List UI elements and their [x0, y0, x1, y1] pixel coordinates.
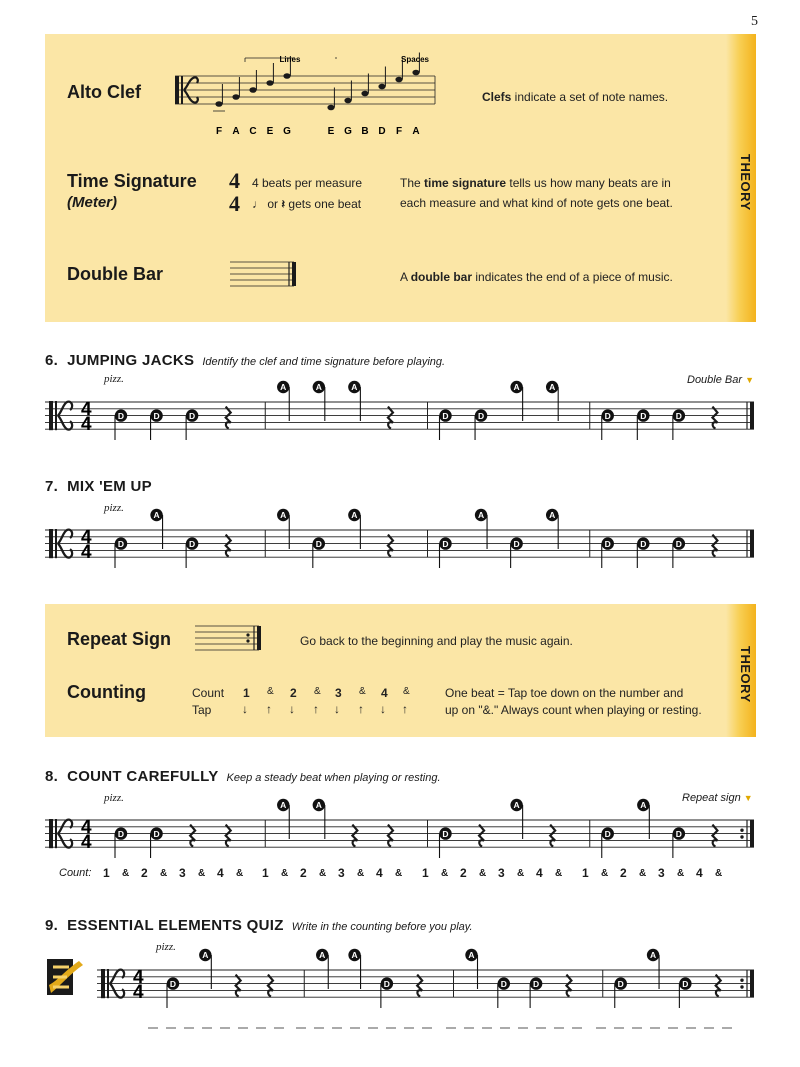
count-token: 2	[290, 686, 297, 700]
count-token: 2	[300, 866, 307, 880]
svg-text:D: D	[442, 538, 449, 549]
note-gets-one-beat-text: ♩ or 𝄽 gets one beat	[252, 197, 362, 211]
svg-text:D: D	[189, 538, 196, 549]
double-bar-heading: Double Bar	[67, 264, 164, 284]
note-a	[310, 799, 328, 839]
count-token: 4	[536, 866, 543, 880]
space-note-letter: G	[344, 126, 352, 137]
note-d	[615, 977, 627, 1008]
quarter-rest	[716, 975, 721, 997]
essential-elements-logo	[45, 955, 87, 999]
time-signature-description-line2: each measure and what kind of note gets one beat.	[400, 196, 673, 210]
staff-note	[327, 105, 334, 111]
note-a	[472, 509, 490, 549]
staff-note	[395, 77, 402, 83]
note-a	[644, 949, 662, 989]
count-token: 1	[582, 866, 589, 880]
svg-text:D: D	[477, 410, 485, 421]
svg-text:A: A	[513, 800, 520, 811]
quarter-note-icon: ♩	[252, 197, 264, 211]
arrow-down-icon: ▼	[745, 375, 755, 385]
space-note-letter: F	[395, 126, 403, 137]
svg-text:D: D	[169, 978, 177, 989]
quarter-rest	[388, 407, 393, 429]
count-token: 2	[141, 866, 148, 880]
count-token: 2	[460, 866, 467, 880]
note-d	[673, 537, 685, 568]
svg-text:A: A	[477, 510, 485, 521]
time-signature-top: 4	[81, 527, 92, 548]
tap-row-label: Tap	[192, 703, 212, 717]
svg-text:D: D	[640, 410, 647, 421]
tap-down-arrow-icon: ↓	[289, 702, 295, 716]
note-a	[345, 381, 363, 421]
exercise-7-staff	[45, 500, 760, 568]
count-token: 2	[620, 866, 627, 880]
count-token: 4	[217, 866, 224, 880]
double-bar-illustration	[230, 260, 300, 290]
note-d	[186, 409, 198, 440]
exercise-8-staff	[45, 790, 760, 858]
svg-text:D: D	[675, 538, 682, 549]
space-note-letter: A	[412, 126, 420, 137]
theory-box-clef-time-doublebar	[45, 34, 756, 322]
svg-text:D: D	[604, 410, 611, 421]
exercise-6-title: 6. JUMPING JACKS Identify the clef and time signature before playing.	[45, 352, 446, 369]
quarter-rest	[712, 407, 717, 429]
count-token: &	[403, 686, 410, 697]
time-signature-top: 4	[133, 967, 144, 988]
note-a	[148, 509, 166, 549]
count-token: &	[715, 868, 723, 879]
note-d	[530, 977, 542, 1008]
lines-label: Lines	[279, 55, 301, 64]
count-token: 1	[422, 866, 429, 880]
note-a	[313, 949, 331, 989]
beats-per-measure-text: 4 beats per measure	[252, 176, 363, 190]
svg-text:A: A	[549, 510, 556, 521]
count-token: &	[395, 868, 403, 879]
note-a	[196, 949, 214, 989]
note-d	[115, 409, 127, 440]
quarter-rest	[190, 825, 195, 847]
time-signature-bottom: 4	[81, 542, 92, 564]
note-d	[673, 409, 685, 440]
count-token: 4	[696, 866, 703, 880]
time-signature-description-line1: The time signature tells us how many beats are in	[400, 176, 671, 190]
svg-text:D: D	[189, 410, 196, 421]
exercise-8-repeat-sign-annotation: Repeat sign ▼	[682, 792, 753, 804]
count-token: &	[555, 868, 563, 879]
arrow-down-icon: ▼	[743, 793, 753, 803]
quarter-rest	[388, 535, 393, 557]
note-d	[150, 827, 162, 858]
count-token: 3	[658, 866, 665, 880]
staff-note	[232, 94, 239, 100]
quarter-rest	[226, 535, 231, 557]
exercise-6-double-bar-annotation: Double Bar ▼	[687, 374, 755, 386]
svg-text:A: A	[280, 510, 287, 521]
line-note-letter: C	[249, 126, 257, 137]
count-token: 3	[335, 686, 342, 700]
exercise-8-pizz: pizz.	[104, 792, 124, 804]
exercise-7-title: 7. MIX 'EM UP	[45, 478, 152, 495]
svg-text:D: D	[500, 978, 507, 989]
svg-text:A: A	[280, 382, 287, 393]
quarter-rest	[226, 825, 231, 847]
note-d	[115, 537, 127, 568]
alto-clef-description: Clefs indicate a set of note names.	[482, 90, 669, 104]
note-a	[508, 799, 526, 839]
quarter-rest	[712, 825, 717, 847]
staff-note	[283, 73, 290, 79]
count-token: 4	[376, 866, 383, 880]
svg-text:D: D	[153, 828, 160, 839]
svg-text:D: D	[604, 828, 611, 839]
note-d	[602, 827, 614, 858]
time-signature-heading: Time Signature	[67, 171, 197, 191]
count-token: 1	[243, 686, 250, 700]
count-token: &	[357, 868, 365, 879]
svg-text:A: A	[315, 800, 322, 811]
svg-text:D: D	[675, 410, 682, 421]
count-token: 3	[179, 866, 186, 880]
count-token: &	[122, 868, 130, 879]
note-d	[679, 977, 691, 1008]
count-token: 1	[103, 866, 110, 880]
staff-note	[361, 91, 368, 97]
svg-text:D: D	[533, 978, 540, 989]
count-token: &	[441, 868, 449, 879]
time-signature-bottom-number: 4	[229, 191, 240, 216]
count-token: &	[479, 868, 487, 879]
time-signature-bottom: 4	[133, 982, 144, 1004]
exercise-8-count-row	[59, 867, 91, 879]
exercise-6-staff	[45, 372, 760, 440]
note-d	[167, 977, 179, 1008]
svg-text:D: D	[617, 978, 624, 989]
count-token: &	[281, 868, 289, 879]
theory-tab	[726, 34, 756, 322]
count-token: 1	[262, 866, 269, 880]
svg-text:A: A	[649, 950, 657, 961]
count-token: &	[267, 686, 274, 697]
svg-text:A: A	[468, 950, 475, 961]
note-a	[274, 509, 292, 549]
repeat-sign-heading: Repeat Sign	[67, 629, 172, 649]
svg-text:D: D	[682, 978, 689, 989]
page-number: 5	[751, 14, 758, 29]
theory-box-repeat-counting	[45, 604, 756, 737]
alto-clef-heading: Alto Clef	[67, 82, 141, 102]
staff-note	[249, 87, 256, 93]
space-note-letter: E	[327, 126, 335, 137]
svg-text:D: D	[315, 538, 322, 549]
note-a	[310, 381, 328, 421]
svg-text:A: A	[549, 382, 556, 393]
svg-text:A: A	[315, 382, 322, 393]
note-a	[274, 799, 292, 839]
alto-clef-staff-illustration	[175, 46, 475, 146]
note-d	[439, 409, 451, 440]
exercise-9-staff	[97, 940, 760, 1008]
count-token: &	[314, 686, 321, 697]
note-a	[463, 949, 481, 989]
exercise-9-counting-blanks	[148, 1024, 748, 1032]
svg-text:D: D	[604, 538, 611, 549]
line-note-letter: F	[215, 126, 223, 137]
count-token: 4	[381, 686, 388, 700]
note-d	[150, 409, 162, 440]
note-d	[115, 827, 127, 858]
theory-tab-label: THEORY	[738, 154, 753, 211]
svg-text:A: A	[351, 382, 358, 393]
quarter-rest	[352, 825, 357, 847]
count-token: &	[359, 686, 366, 697]
quarter-rest	[417, 975, 422, 997]
note-a	[346, 949, 364, 989]
note-d	[602, 409, 614, 440]
line-note-letter: A	[232, 126, 240, 137]
count-token: &	[677, 868, 685, 879]
line-note-letter: G	[283, 126, 291, 137]
theory-tab-label: THEORY	[738, 646, 753, 703]
count-token: &	[601, 868, 609, 879]
staff-note	[344, 98, 351, 104]
note-d	[498, 977, 510, 1008]
exercise-9-title: 9. ESSENTIAL ELEMENTS QUIZ Write in the counting before you play.	[45, 917, 473, 934]
counting-heading: Counting	[67, 682, 146, 702]
counting-description-line1: One beat = Tap toe down on the number and	[445, 686, 684, 700]
svg-text:D: D	[640, 538, 647, 549]
svg-text:D: D	[117, 828, 125, 839]
note-a	[274, 381, 292, 421]
count-token: &	[198, 868, 206, 879]
time-signature-top: 4	[81, 399, 92, 420]
theory-tab	[726, 604, 756, 737]
count-token: &	[236, 868, 244, 879]
quarter-rest	[388, 825, 393, 847]
note-d	[510, 537, 522, 568]
svg-text:D: D	[442, 410, 449, 421]
svg-text:D: D	[513, 538, 520, 549]
quarter-rest	[550, 825, 555, 847]
svg-text:D: D	[383, 978, 390, 989]
exercise-9-pizz: pizz.	[156, 941, 176, 953]
svg-text:A: A	[280, 800, 287, 811]
svg-text:A: A	[319, 950, 326, 961]
note-d	[439, 827, 451, 858]
note-d	[475, 409, 487, 440]
svg-text:A: A	[153, 510, 160, 521]
quarter-rest	[479, 825, 484, 847]
note-d	[313, 537, 325, 568]
count-token: &	[160, 868, 168, 879]
svg-text:D: D	[442, 828, 449, 839]
note-d	[673, 827, 685, 858]
space-note-letter: D	[378, 126, 386, 137]
double-bar-description: A double bar indicates the end of a piece of music.	[400, 270, 673, 284]
note-d	[439, 537, 451, 568]
svg-text:D: D	[117, 538, 125, 549]
note-a	[345, 509, 363, 549]
count-token: &	[639, 868, 647, 879]
count-token: &	[319, 868, 327, 879]
quarter-rest	[566, 975, 571, 997]
tap-up-arrow-icon: ↑	[358, 702, 364, 716]
spaces-label: Spaces	[400, 55, 430, 64]
count-token: &	[517, 868, 525, 879]
note-d	[637, 409, 649, 440]
quarter-rest	[236, 975, 241, 997]
time-signature-top-number: 4	[229, 168, 240, 193]
note-d	[381, 977, 393, 1008]
counting-description-line2: up on "&." Always count when playing or resting.	[445, 703, 702, 717]
quarter-rest	[226, 407, 231, 429]
svg-text:A: A	[202, 950, 209, 961]
exercise-8-title: 8. COUNT CAREFULLY Keep a steady beat when playing or resting.	[45, 768, 441, 785]
quarter-rest-icon: 𝄽	[281, 197, 286, 211]
quarter-rest	[268, 975, 273, 997]
count-token: 3	[498, 866, 505, 880]
tap-up-arrow-icon: ↑	[313, 702, 319, 716]
note-d	[186, 537, 198, 568]
staff-note	[378, 84, 385, 90]
quarter-rest	[712, 535, 717, 557]
svg-text:D: D	[117, 410, 125, 421]
svg-text:A: A	[513, 382, 520, 393]
staff-note	[412, 70, 419, 76]
svg-text:A: A	[351, 950, 358, 961]
exercise-8-count-label: Count:	[59, 867, 92, 879]
meter-subheading: (Meter)	[67, 194, 118, 211]
svg-text:D: D	[153, 410, 160, 421]
note-a	[543, 381, 561, 421]
exercise-7-pizz: pizz.	[104, 502, 124, 514]
note-d	[602, 537, 614, 568]
tap-up-arrow-icon: ↑	[402, 702, 408, 716]
time-signature-top: 4	[81, 817, 92, 838]
space-note-letter: B	[361, 126, 369, 137]
svg-text:A: A	[640, 800, 647, 811]
repeat-sign-description: Go back to the beginning and play the music again.	[300, 634, 573, 648]
svg-text:D: D	[675, 828, 682, 839]
time-signature-bottom: 4	[81, 832, 92, 854]
time-signature-bottom: 4	[81, 414, 92, 436]
count-row-label: Count	[192, 686, 225, 700]
staff-note	[266, 80, 273, 86]
note-a	[508, 381, 526, 421]
repeat-sign-illustration	[195, 624, 265, 654]
tap-down-arrow-icon: ↓	[242, 702, 248, 716]
note-a	[634, 799, 652, 839]
line-note-letter: E	[266, 126, 274, 137]
tap-down-arrow-icon: ↓	[380, 702, 386, 716]
staff-note	[215, 101, 222, 107]
count-token: 3	[338, 866, 345, 880]
note-d	[637, 537, 649, 568]
note-a	[543, 509, 561, 549]
svg-text:A: A	[351, 510, 358, 521]
tap-up-arrow-icon: ↑	[266, 702, 272, 716]
exercise-6-pizz: pizz.	[104, 373, 124, 385]
tap-down-arrow-icon: ↓	[334, 702, 340, 716]
